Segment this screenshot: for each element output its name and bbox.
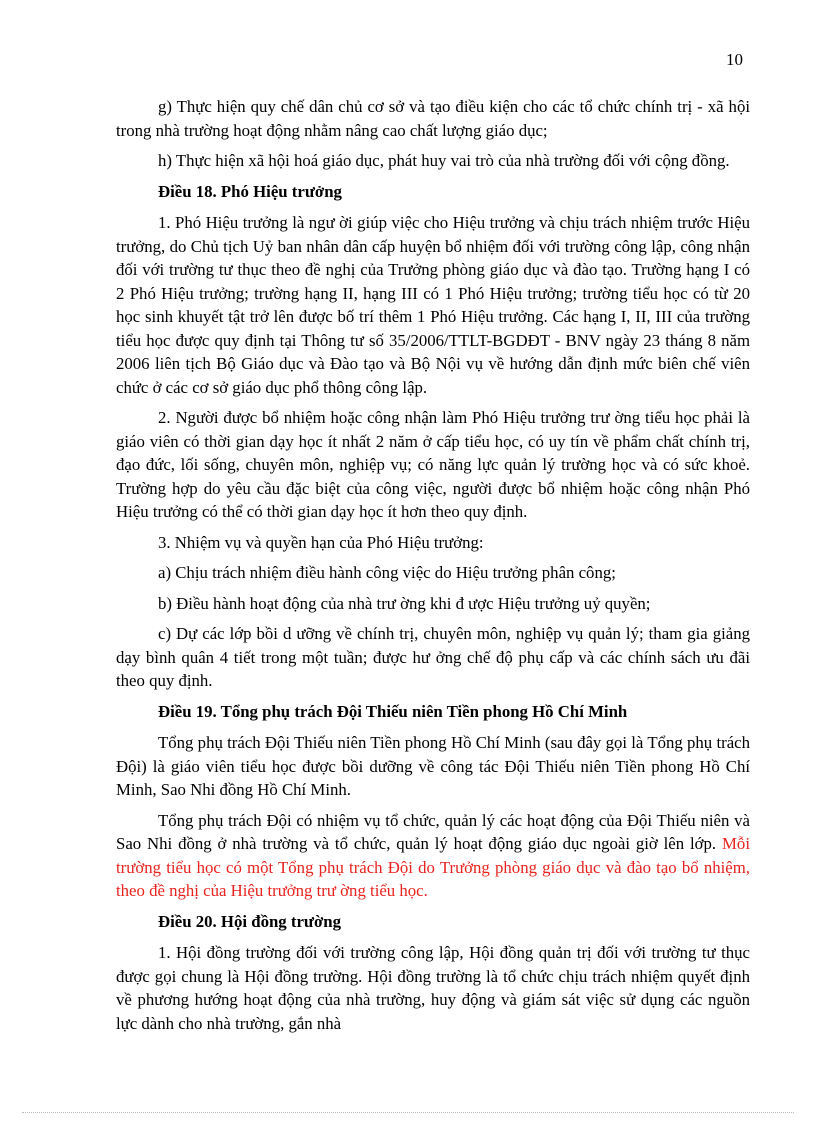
article-19-paragraph-2 [116,809,750,903]
article-19-highlighted-text: Mỗi trường tiểu học có một Tổng phụ trách Đội do Trưởng phòng giáo dục và đào tạo bổ nhiệm, theo đề nghị của Hiệu trưởng trư ờng tiểu học. [116,834,750,900]
article-18-clause-3b: b) Điều hành hoạt động của nhà trư ờng khi đ ược Hiệu trưởng uỷ quyền; [158,593,651,613]
article-19-paragraph-1: Tổng phụ trách Đội Thiếu niên Tiền phong Hồ Chí Minh (sau đây gọi là Tổng phụ trách Đội) là giáo viên tiểu học được bồi dưỡng về công tác Đội Thiếu niên Tiền phong Hồ Chí Minh, Sao Nhi đồng Hồ Chí Minh. [116,733,750,799]
article-18-clause-3c: c) Dự các lớp bồi d ưỡng về chính trị, chuyên môn, nghiệp vụ quản lý; tham gia giảng dạy bình quân 4 tiết trong một tuần; được hư ởng chế độ phụ cấp và các chính sách ưu đãi theo quy định. [116,624,750,690]
article-18-clause-1: 1. Phó Hiệu trưởng là ngư ời giúp việc cho Hiệu trưởng và chịu trách nhiệm trước Hiệu trưởng, do Chủ tịch Uỷ ban nhân dân cấp huyện bổ nhiệm đối với trường công lập, công nhận đối với trường tư thục theo đề nghị của Trưởng phòng giáo dục và đào tạo. Trường hạng I có 2 Phó Hiệu trưởng; trường hạng II, hạng III có 1 Phó Hiệu trưởng; trường tiểu học có từ 20 học sinh khuyết tật trở lên được bố trí thêm 1 Phó Hiệu trưởng. Các hạng I, II, III của trường tiểu học được quy định tại Thông tư số 35/2006/TTLT-BGDĐT - BNV ngày 23 tháng 8 năm 2006 liên tịch Bộ Giáo dục và Đào tạo và Bộ Nội vụ về hướng dẫn định mức biên chế viên chức ở các cơ sở giáo dục phổ thông công lập. [116,213,750,397]
article-18-clause-3: 3. Nhiệm vụ và quyền hạn của Phó Hiệu trưởng: [158,532,484,552]
heading-article-19: Điều 19. Tổng phụ trách Đội Thiếu niên Tiền phong Hồ Chí Minh [158,701,628,721]
article-20-clause-1: 1. Hội đồng trường đối với trường công lập, Hội đồng quản trị đối với trường tư thục được gọi chung là Hội đồng trường. Hội đồng trường là tổ chức chịu trách nhiệm quyết định về phương hướng hoạt động của nhà trường, huy động và giám sát việc sử dụng các nguồn lực dành cho nhà trường, gắn nhà [116,943,750,1033]
page-number: 10 [726,50,743,69]
article-18-clause-3a: a) Chịu trách nhiệm điều hành công việc do Hiệu trưởng phân công; [158,563,616,582]
paragraph-g: g) Thực hiện quy chế dân chủ cơ sở và tạo điều kiện cho các tổ chức chính trị - xã hội trong nhà trường hoạt động nhằm nâng cao chất lượng giáo dục; [116,97,750,140]
article-19-paragraph-2-text: Tổng phụ trách Đội có nhiệm vụ tổ chức, quản lý các hoạt động của Đội Thiếu niên và Sao Nhi đồng ở nhà trường và tổ chức, quản lý hoạt động giáo dục ngoài giờ lên lớp. [116,810,750,853]
document-body [116,95,750,1042]
page-bottom-dotted-divider [22,1112,794,1113]
heading-article-18: Điều 18. Phó Hiệu trưởng [158,181,342,201]
paragraph-h: h) Thực hiện xã hội hoá giáo dục, phát huy vai trò của nhà trường đối với cộng đồng. [158,151,730,170]
article-18-clause-2: 2. Người được bổ nhiệm hoặc công nhận làm Phó Hiệu trưởng trư ờng tiểu học phải là giáo viên có thời gian dạy học ít nhất 2 năm ở cấp tiểu học, có uy tín về phẩm chất chính trị, đạo đức, lối sống, chuyên môn, nghiệp vụ; có năng lực quản lý trường học và có sức khoẻ. Trường hợp do yêu cầu đặc biệt của công việc, người được bổ nhiệm hoặc công nhận Phó Hiệu trưởng có thể có thời gian dạy học ít hơn theo quy định. [116,408,750,521]
heading-article-20: Điều 20. Hội đồng trường [158,911,341,931]
